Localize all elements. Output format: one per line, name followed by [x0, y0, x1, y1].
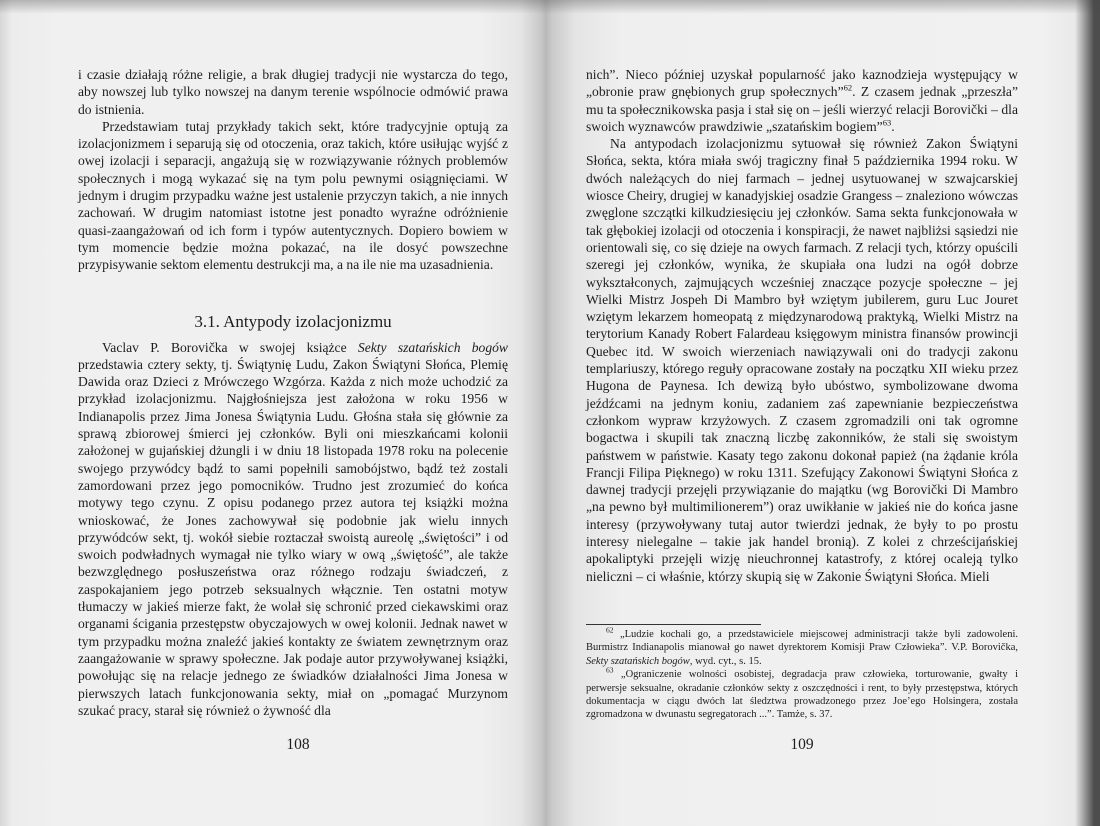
left-page — [78, 0, 508, 826]
footnote-text: „Ograniczenie wolności osobistej, degradacja praw człowieka, torturowanie, gwałty i perwersje seksualne, okradanie członków sekty z oszczędności i rent, to były przestępstwa, których dokumentacja w ciągu dwóch lat śledztwa prowadzonego przez Joe’ego Holsingera, została zgromadzona w dwunastu segregatorach ...”. Tamże, s. 37. — [586, 669, 1018, 721]
paragraph: Na antypodach izolacjonizmu sytuował się również Zakon Świątyni Słońca, sekta, która miała swój tragiczny finał 5 października 1994 roku. W dwóch należących do niej farmach – jednej usytuowanej w szwajcarskiej wiosce Cheiry, drugiej w kanadyjskiej osadzie Grangess – znaleziono wówczas zwęglone szczątki kilkudziesięciu jej członków. Sama sekta funkcjonowała w tak głębokiej izolacji od otoczenia i konspiracji, że nawet najbliżsi sąsiedzi nie orientowali się, co się dzieje na owych farmach. Z relacji tych, którzy opuścili szeregi jej członków, wynika, że skupiała ona ludzi na ogół dobrze wykształconych, zajmujących wcześniej znaczące pozycje społeczne – jej Wielki Mistrz Jospeh Di Mambro był wziętym jubilerem, guru Luc Jouret wziętym lekarzem homeopatą z międzynarodową praktyką, Wielki Mistrz na terytorium Kanady Robert Falardeau księgowym ministra finansów prowincji Quebec itd. W swoich wierzeniach nawiązywali oni do tradycji zakonu templariuszy, którego reguły opracowane zostały na początku XII wieku przez Hugona de Paynesa. Ich dewizą było ubóstwo, symbolizowane dwoma jeźdźcami na jednym koniu, zadaniem zaś zapewnianie bezpieczeństwa członkom wypraw krzyżowych. Z czasem zgromadzili oni tak ogromne bogactwa i skupili tak znaczną liczbę zakonników, że stali się swoistym państwem w państwie. Kasaty tego zakonu dokonał papież (na żądanie króla Francji Filipa Pięknego) w roku 1311. Szefujący Zakonowi Świątyni Słońca z dawnej tradycji przejęli przywiązanie do majątku (wg Borovički Di Mambro „na pewno był multimilionerem”) oraz uwikłanie w jakieś nie do końca jasne interesy (przywoływany tutaj autor twierdzi jednak, że były to po prostu interesy nielegalne – takie jak handel bronią). Z kolei z chrześcijańskiej apokaliptyki przejęli wizję nieuchronnej katastrofy, z której ocaleją tylko nieliczni – ci właśnie, którzy skupią się w Zakonie Świątyni Słońca. Mieli — [586, 136, 1018, 584]
footnote-text: , wyd. cyt., s. 15. — [689, 655, 762, 667]
footnote-ref: 62 — [843, 82, 853, 93]
text-segment: nich”. Nieco później uzyskał popularność jako kaznodzieja występujący w „obronie praw gnębionych grup społecznych” — [586, 67, 1018, 100]
text-segment: Vaclav P. Borovička w swojej książce — [102, 339, 358, 355]
footnote — [586, 625, 1019, 668]
footnote-ref: 63 — [882, 117, 892, 128]
paragraph — [586, 66, 1018, 135]
right-page — [586, 0, 1018, 826]
page-number: 108 — [286, 736, 310, 753]
book-title: Sekty szatańskich bogów — [357, 339, 509, 355]
footnote — [586, 665, 1018, 722]
footnote-number: 63 — [606, 665, 614, 675]
paragraph — [78, 339, 508, 720]
section-heading: 3.1. Antypody izolacjonizmu — [194, 311, 392, 331]
footnote-book-title: Sekty szatańskich bogów — [586, 655, 690, 667]
text-segment: . — [891, 118, 895, 134]
footnote-number: 62 — [606, 625, 614, 635]
footnotes — [586, 625, 1019, 722]
text-segment: przedstawia cztery sekty, tj. Świątynię Ludu, Zakon Świątyni Słońca, Plemię Dawida oraz Dzieci z Mrówczego Wzgórza. Każda z nich może uchodzić za przykład izolacjonizmu. Najgłośniejsza jest założona w roku 1956 w Indianapolis przez Jima Jonesa Świątynia Ludu. Głośna stała się głównie za sprawą zbiorowej śmierci jej członków. Byli oni mieszkańcami kolonii założonej w gujańskiej dżungli i w dniu 18 listopada 1978 roku na polecenie swojego przywódcy bądź to sami popełnili samobójstwo, bądź też zostali zamordowani przez jego pomocników. Trudno jest zrozumieć do końca motywy tego czynu. Z opisu podanego przez autora tej książki można wnioskować, że Jones zachowywał się podobnie jak wielu innych przywódców sekt, tj. wokół siebie roztaczał swoistą aureolę „świętości” i od swoich podwładnych wymagał nie tylko wiary w ową „świętość”, ale także bezwzględnego posłuszeństwa oraz różnego rodzaju świadczeń, z zaspokajaniem jego potrzeb seksualnych włącznie. Ten ostatni motyw tłumaczy w jakieś mierze fakt, że wolał się schronić przed ciekawskimi oraz organami ścigania przestępstw obyczajowych w owej kolonii. Jednak nawet w tym przypadku można znaleźć jakieś kontakty ze światem zewnętrznym oraz zaangażowanie w sprawy społeczne. Jak podaje autor przywoływanej książki, powołując się na relacje jednego ze świadków działalności Jima Jonesa w pierwszych latach funkcjonowania sekty, miał on „pomagać Murzynom szukać pracy, starał się również o żywność dla — [78, 356, 508, 718]
right-page-body — [586, 66, 1018, 585]
page-number: 109 — [790, 736, 814, 753]
text-segment: . Z czasem jednak „przeszła” mu ta społecznikowska pasja i stał się on – jeśli wierzyć relacji Borovički – dla swoich wyznawców prawdziwie „szatańskim bogiem” — [586, 84, 1019, 134]
paragraph: i czasie działają różne religie, a brak długiej tradycji nie wystarcza do tego, aby nowszej lub tylko nowszej na danym terenie wspólnocie odmówić prawa do istnienia. — [78, 67, 508, 117]
footnote-text: „Ludzie kochali go, a przedstawiciele miejscowej administracji także byli zadowoleni. Burmistrz Indianapolis mianował go nawet dyrektorem Komisji Praw Człowieka”. V.P. Borovička, — [586, 629, 1019, 654]
paragraph: Przedstawiam tutaj przykłady takich sekt, które tradycyjnie optują za izolacjonizmem i separują się od otoczenia, oraz takich, które usiłując wyjść z owej izolacji i separacji, angażują się w rozwiązywanie różnych problemów społecznych i mogą wykazać się na tym polu pewnymi osiągnięciami. W jednym i drugim przypadku ważne jest ustalenie przyczyn takich, a nie innych zachowań. W drugim natomiast istotne jest ponadto wyraźne odróżnienie quasi-zaangażowań od ich form i typów autentycznych. Dopiero bowiem w tym momencie będzie można pokazać, na ile dosyć powszechne przypisywanie sektom elementu destrukcji ma, a na ile nie ma uzasadnienia. — [78, 118, 508, 273]
left-page-body — [78, 66, 508, 719]
